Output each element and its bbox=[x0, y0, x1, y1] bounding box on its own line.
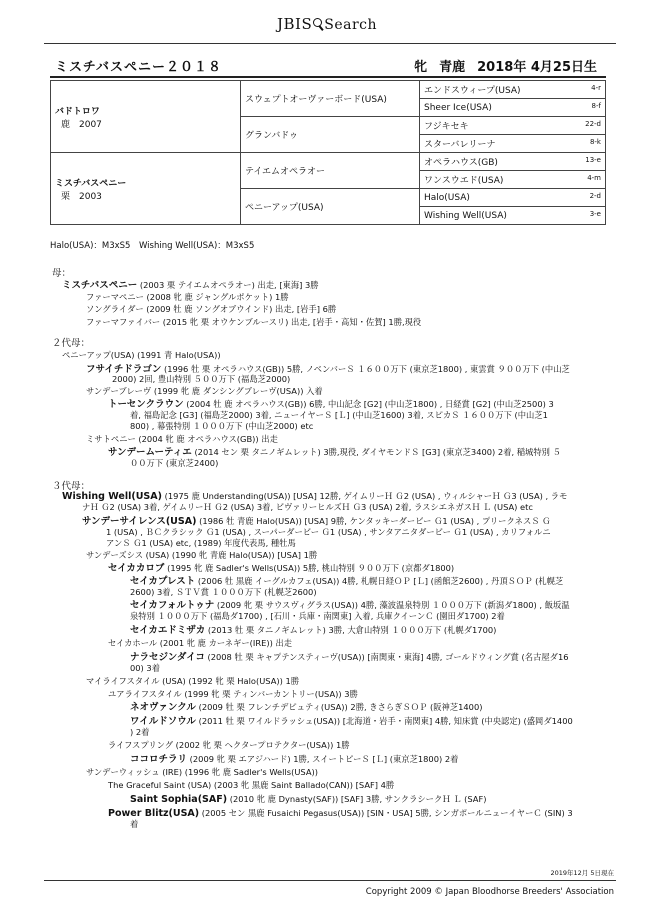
family-line bbox=[108, 740, 350, 751]
family-line-text: (2009 牝 栗 エアジハード) 1勝, スイートピーＳ [Ｌ] (東京芝1800) 2着 bbox=[189, 754, 459, 764]
pedigree-table bbox=[50, 80, 606, 225]
inbreeding-note: Halo(USA)：M3xS5 Wishing Well(USA)：M3xS5 bbox=[50, 241, 255, 251]
family-line bbox=[62, 280, 319, 291]
pedigree-g2[interactable]: スウェプトオーヴァーボード(USA) bbox=[241, 81, 420, 117]
family-line-text: (2004 牡 鹿 オペラハウス(GB)) 6勝, 中山記念 [G2] (中山芝1800) , 日経賞 [G2] (中山芝2500) 3 bbox=[186, 399, 554, 409]
logo-text: JBIS Search bbox=[276, 15, 378, 33]
family-line bbox=[108, 780, 394, 791]
family-line-text: 泉特別 １０００万下 (福島ダ1700) , [石川・兵庫・南関東] 入着, 兵庫クイーンＣ (園田ダ1700) 2着 bbox=[130, 611, 505, 621]
family-line bbox=[86, 676, 299, 687]
family-line-text: (1995 牝 鹿 Sadler's Wells(USA)) 5勝, 桃山特別 ９００万下 (京都ダ1800) bbox=[167, 563, 455, 573]
pedigree-g3[interactable]: Sheer Ice(USA) 8-f bbox=[420, 99, 606, 117]
family-line-text: サンデーウィッシュ (IRE) (1996 牝 鹿 Sadler's Wells(USA)) bbox=[86, 767, 318, 777]
family-line-text: サンデーズシス (USA) (1990 牝 青鹿 Halo(USA)) [USA] 1勝 bbox=[86, 550, 318, 560]
family-line-text: サンデーブレーヴ (1999 牝 鹿 ダンシングブレーヴ(USA)) 入着 bbox=[86, 386, 323, 396]
family-line bbox=[86, 304, 336, 315]
family-line bbox=[108, 689, 358, 700]
family-line bbox=[106, 538, 296, 549]
copyright: Copyright 2009 © Japan Bloodhorse Breeders' Association bbox=[365, 887, 614, 897]
family-line-text: ファーマファイバー (2015 牝 栗 オウケンブルースリ) 出走, [岩手・高知・佐賀] 1勝,現役 bbox=[86, 317, 422, 327]
family-line bbox=[86, 767, 318, 778]
family-line bbox=[130, 727, 149, 738]
family-line-text: (2008 牡 栗 キャプテンスティーヴ(USA)) [南関東・東海] 4勝, ゴールドウィング賞 (名古屋ダ16 bbox=[207, 652, 569, 662]
family-line bbox=[106, 527, 551, 538]
pedigree-g3[interactable]: オペラハウス(GB) 13-e bbox=[420, 153, 606, 171]
family-line bbox=[130, 576, 563, 587]
family-line bbox=[130, 794, 486, 805]
family-line-text: (1986 牡 青鹿 Halo(USA)) [USA] 9勝, ケンタッキーダービー Ｇ1 (USA) , プリークネスＳ Ｇ bbox=[199, 516, 551, 526]
family-line bbox=[130, 410, 548, 421]
family-line-text: マイライフスタイル (USA) (1992 牝 栗 Halo(USA)) 1勝 bbox=[86, 676, 300, 686]
pedigree-g3[interactable]: フジキセキ 22-d bbox=[420, 117, 606, 135]
family-line bbox=[130, 716, 573, 727]
horse-link[interactable]: セイカカロブ bbox=[108, 563, 165, 574]
header-rule bbox=[44, 43, 616, 44]
horse-link[interactable]: ココロチラリ bbox=[130, 754, 188, 765]
family-line-text: The Graceful Saint (USA) (2003 牝 黒鹿 Saint Ballado(CAN)) [SAF] 4勝 bbox=[108, 780, 395, 790]
family-line bbox=[130, 754, 458, 765]
family-line-text: (2003 栗 テイエムオペラオー) 出走, [東海] 3勝 bbox=[139, 280, 319, 290]
family-line bbox=[86, 292, 289, 303]
horse-link[interactable]: ワイルドソウル bbox=[130, 716, 196, 727]
pedigree-g3[interactable]: Halo(USA) 2-d bbox=[420, 189, 606, 207]
pedigree-g2[interactable]: テイエムオペラオー bbox=[241, 153, 420, 189]
family-line-text: 2000) 2回, 豊山特別 ５００万下 (福島芝2000) bbox=[112, 374, 291, 384]
family-line-text: ファーマペニー (2008 牝 鹿 ジャングルポケット) 1勝 bbox=[86, 292, 289, 302]
magnifier-icon bbox=[312, 16, 324, 30]
family-line bbox=[86, 434, 278, 445]
family-line-text: ソングライダー (2009 牡 鹿 ソングオブウインド) 出走, [岩手] 6勝 bbox=[86, 304, 337, 314]
jbis-search-logo[interactable] bbox=[0, 14, 654, 33]
family-line-text: ペニーアップ(USA) (1991 青 Halo(USA)) bbox=[62, 350, 221, 360]
family-line bbox=[108, 638, 292, 649]
horse-link[interactable]: トーセンクラウン bbox=[108, 399, 184, 410]
family-line bbox=[130, 611, 505, 622]
family-line-text: ００万下 (東京芝2400) bbox=[130, 458, 219, 468]
pedigree-g3[interactable]: ワンスウエド(USA) 4-m bbox=[420, 171, 606, 189]
family-line-text: (2009 牡 栗 フレンチデピュティ(USA)) 2勝, きさらぎＳＯＰ (阪神芝1400) bbox=[198, 702, 483, 712]
family-line-text: (2010 牝 鹿 Dynasty(SAF)) [SAF] 3勝, サンクラシークＨ Ｌ (SAF) bbox=[229, 794, 487, 804]
horse-link[interactable]: サンデームーティエ bbox=[108, 447, 192, 458]
family-line bbox=[108, 563, 454, 574]
horse-info bbox=[402, 56, 597, 75]
family-line bbox=[86, 550, 317, 561]
family-line-text: ミサトペニー (2004 牝 鹿 オペラハウス(GB)) 出走 bbox=[86, 434, 278, 444]
family-line bbox=[130, 663, 160, 674]
family-line-text: ) 2着 bbox=[130, 727, 150, 737]
family-line-text: (2011 牡 栗 ワイルドラッシュ(USA)) [北海道・岩手・南関東] 4勝, 知床賞 (中央認定) (盛岡ダ1400 bbox=[198, 716, 573, 726]
horse-birth: 2018年 4月25日生 bbox=[477, 60, 597, 75]
horse-link[interactable]: ネオヴァンクル bbox=[130, 702, 196, 713]
horse-color: 青鹿 bbox=[439, 60, 466, 75]
horse-link[interactable]: セイカエドミザカ bbox=[130, 625, 206, 636]
pedigree-g3[interactable]: Wishing Well(USA) 3-e bbox=[420, 207, 606, 225]
section-2nd-dam: ２代母： bbox=[52, 338, 91, 349]
family-line bbox=[130, 652, 569, 663]
family-line-text: (1975 鹿 Understanding(USA)) [USA] 12勝, ゲイムリーＨ Ｇ2 (USA) , ウィルシャーＨ Ｇ3 (USA) , ラモ bbox=[164, 491, 568, 501]
family-line bbox=[112, 374, 290, 385]
horse-link[interactable]: Power Blitz(USA) bbox=[108, 808, 200, 819]
family-line bbox=[86, 386, 323, 397]
family-line bbox=[130, 421, 313, 432]
family-line bbox=[130, 458, 218, 469]
section-3rd-dam: ３代母： bbox=[52, 481, 91, 492]
family-line bbox=[86, 317, 421, 328]
horse-link[interactable]: Wishing Well(USA) bbox=[62, 491, 162, 502]
family-line-text: ユアライフスタイル (1999 牝 栗 ティンバーカントリー(USA)) 3勝 bbox=[108, 689, 358, 699]
horse-title-row bbox=[55, 56, 605, 76]
family-line bbox=[82, 516, 550, 527]
horse-link[interactable]: セイカプレスト bbox=[130, 576, 196, 587]
family-line-text: (2013 牡 栗 タニノギムレット) 3勝, 大倉山特別 １０００万下 (札幌ダ1700) bbox=[207, 625, 497, 635]
horse-link[interactable]: ミスチバスペニー bbox=[62, 280, 138, 291]
pedigree-g3[interactable]: エンドスウィープ(USA) 4-r bbox=[420, 81, 606, 99]
family-line-text: (2006 牡 黒鹿 イーグルカフェ(USA)) 4勝, 札幌日経ＯＰ [Ｌ] (函館芝2600) , 丹頂ＳＯＰ (札幌芝 bbox=[197, 576, 564, 586]
family-line bbox=[62, 491, 567, 502]
horse-link[interactable]: サンデーサイレンス(USA) bbox=[82, 516, 197, 527]
family-line bbox=[62, 350, 221, 361]
family-line-text: (2005 セン 黒鹿 Fusaichi Pegasus(USA)) [SIN・USA] 5勝, シンガポールニューイヤーＣ (SIN) 3 bbox=[201, 808, 573, 818]
footer-rule bbox=[44, 880, 616, 881]
family-line bbox=[108, 447, 561, 458]
family-line-text: 00) 3着 bbox=[130, 663, 161, 673]
family-line-text: アンＳ Ｇ1 (USA) etc, (1989) 年度代表馬, 種牡馬 bbox=[106, 538, 296, 548]
pedigree-sire[interactable]: バドトロワ 鹿 2007 bbox=[51, 81, 241, 153]
family-line bbox=[108, 399, 554, 410]
pedigree-g2[interactable]: グランバドゥ bbox=[241, 117, 420, 153]
family-line-text: 2600) 3着, ＳＴＶ賞 １０００万下 (札幌芝2600) bbox=[130, 587, 317, 597]
horse-link[interactable]: ナラセジンダイコ bbox=[130, 652, 205, 663]
family-line-text: (2014 セン 栗 タニノギムレット) 3勝,現役, ダイヤモンドＳ [G3] (東京芝3400) 2着, 稲城特別 ５ bbox=[194, 447, 561, 457]
family-line bbox=[130, 819, 138, 830]
family-line-text: 着 bbox=[130, 819, 139, 829]
as-of-date: 2019年12月 5日現在 bbox=[550, 869, 614, 877]
horse-sex: 牝 bbox=[414, 60, 428, 75]
family-line bbox=[108, 808, 573, 819]
family-line-text: 着, 福島記念 [G3] (福島芝2000) 3着, ニューイヤーＳ [Ｌ] (中山芝1600) 3着, スピカＳ １６００万下 (中山芝1 bbox=[130, 410, 548, 420]
family-line-text: 800) , 幕張特別 １０００万下 (中山芝2000) etc bbox=[130, 421, 314, 431]
pedigree-g3[interactable]: スターバレリーナ 8-k bbox=[420, 135, 606, 153]
family-line bbox=[130, 587, 317, 598]
family-line-text: セイカホール (2001 牝 鹿 カーネギー(IRE)) 出走 bbox=[108, 638, 293, 648]
horse-link[interactable]: Saint Sophia(SAF) bbox=[130, 794, 228, 805]
family-line-text: (2009 牝 栗 サウスヴィグラス(USA)) 4勝, 藻波温泉特別 １０００万下 (新潟ダ1800) , 飯坂温 bbox=[216, 600, 570, 610]
pedigree-dam[interactable]: ミスチバスペニー 栗 2003 bbox=[51, 153, 241, 225]
horse-link[interactable]: フサイチドラゴン bbox=[86, 364, 162, 375]
title-rule bbox=[50, 76, 606, 78]
horse-link[interactable]: セイカフォルトゥナ bbox=[130, 600, 215, 611]
family-line bbox=[130, 702, 482, 713]
family-line bbox=[82, 502, 533, 513]
family-line-text: (1996 牡 栗 オペラハウス(GB)) 5勝, ノベンバーＳ １６００万下 (東京芝1800) , 東雲賞 ９００万下 (中山芝 bbox=[163, 364, 570, 374]
family-line-text: ライフスプリング (2002 牝 栗 ヘクタープロテクター(USA)) 1勝 bbox=[108, 740, 350, 750]
family-line bbox=[130, 600, 570, 611]
family-line bbox=[130, 625, 496, 636]
family-line-text: ナＨ Ｇ2 (USA) 3着, ゲイムリーＨ Ｇ2 (USA) 3着, ビヴァリーヒルズＨ Ｇ3 (USA) 2着, ラスシエネガスＨ Ｌ (USA) etc bbox=[82, 502, 533, 512]
horse-name: ミスチバスペニー２０１８ bbox=[55, 60, 222, 75]
section-dam: 母： bbox=[52, 268, 72, 279]
pedigree-g2[interactable]: ペニーアップ(USA) bbox=[241, 189, 420, 225]
family-line-text: 1 (USA) , ＢＣクラシック Ｇ1 (USA) , スーパーダービー Ｇ1 (USA) , サンタアニタダービー Ｇ1 (USA) , カリフォルニ bbox=[106, 527, 551, 537]
